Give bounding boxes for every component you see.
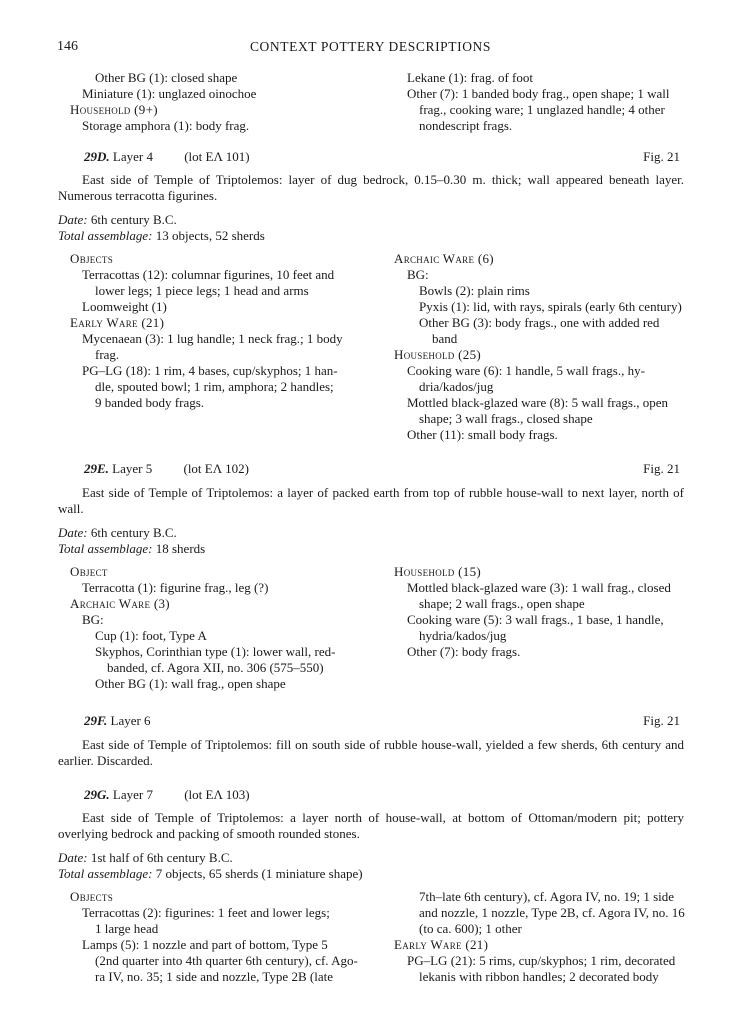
category-heading: Household (25) (394, 347, 481, 362)
context-heading-29g (84, 787, 250, 803)
category-heading: Early Ware (21) (394, 937, 489, 952)
item-line: Mottled black-glazed ware (3): 1 wall frag., closed (407, 580, 671, 595)
item-line: BG: (407, 267, 429, 282)
total-line (58, 228, 265, 244)
item-line: (2nd quarter into 4th quarter 6th century), cf. Ago- (95, 953, 358, 968)
date-value: 6th century B.C. (90, 212, 177, 227)
context-lot: (lot EΛ 102) (183, 461, 249, 476)
total-line (58, 541, 205, 557)
item-line: hydria/kados/jug (419, 628, 507, 643)
category-heading: Objects (70, 251, 113, 266)
item-line: Skyphos, Corinthian type (1): lower wall, red- (95, 644, 336, 659)
context-layer: Layer 5 (112, 461, 153, 476)
context-lot: (lot EΛ 101) (184, 149, 250, 164)
item-line: (to ca. 600); 1 other (419, 921, 522, 936)
item-line: Cup (1): foot, Type A (95, 628, 207, 643)
top-left-line: Storage amphora (1): body frag. (82, 118, 250, 133)
context-heading-29d (84, 149, 250, 165)
context-description: East side of Temple of Triptolemos: layer of dug bedrock, 0.15–0.30 m. thick; wall appeared beneath layer. Numerous terracotta figurines. (58, 172, 684, 203)
item-line: shape; 3 wall frags., closed shape (419, 411, 593, 426)
context-description: East side of Temple of Triptolemos: a layer of packed earth from top of rubble house-wall to next layer, north of wall. (58, 485, 684, 516)
item-line: 1 large head (95, 921, 159, 936)
total-label: Total assemblage: (58, 541, 153, 556)
total-value: 18 sherds (155, 541, 206, 556)
item-line: Other BG (3): body frags., one with added red (419, 315, 660, 330)
item-line: BG: (82, 612, 104, 627)
category-heading: Archaic Ware (6) (394, 251, 494, 266)
context-description: East side of Temple of Triptolemos: a layer north of house-wall, at bottom of Ottoman/modern pit; pottery overlying bedrock and packing of smooth rounded stones. (58, 810, 684, 841)
top-right-line: nondescript frags. (419, 118, 513, 133)
top-left-line: Other BG (1): closed shape (95, 70, 238, 85)
total-line (58, 866, 363, 882)
total-value: 13 objects, 52 sherds (155, 228, 265, 243)
context-number: 29G. (84, 787, 110, 802)
total-label: Total assemblage: (58, 228, 153, 243)
item-line: Terracotta (1): figurine frag., leg (?) (82, 580, 269, 595)
date-line (58, 212, 177, 228)
item-line: lower legs; 1 piece legs; 1 head and arms (95, 283, 309, 298)
item-line: dle, spouted bowl; 1 rim, amphora; 2 handles; (95, 379, 334, 394)
context-layer: Layer 6 (110, 713, 151, 728)
item-line: banded, cf. Agora XII, no. 306 (575–550) (107, 660, 324, 675)
context-number: 29D. (84, 149, 110, 164)
category-heading: Object (70, 564, 108, 579)
item-line: 7th–late 6th century), cf. Agora IV, no. 19; 1 side (419, 889, 675, 904)
item-line: Cooking ware (5): 3 wall frags., 1 base, 1 handle, (407, 612, 664, 627)
category-heading: Early Ware (21) (70, 315, 165, 330)
date-label: Date: (58, 525, 88, 540)
item-line: shape; 2 wall frags., open shape (419, 596, 585, 611)
top-right-line: Other (7): 1 banded body frag., open shape; 1 wall (407, 86, 670, 101)
item-line: Other BG (1): wall frag., open shape (95, 676, 286, 691)
context-number: 29E. (84, 461, 109, 476)
date-line (58, 525, 177, 541)
figure-reference: Fig. 21 (643, 713, 680, 728)
date-value: 1st half of 6th century B.C. (90, 850, 233, 865)
date-value: 6th century B.C. (90, 525, 177, 540)
item-line: band (432, 331, 458, 346)
item-line: Other (7): body frags. (407, 644, 521, 659)
context-heading-29f (84, 713, 151, 729)
item-line: Other (11): small body frags. (407, 427, 558, 442)
item-line: Terracottas (12): columnar figurines, 10 feet and (82, 267, 335, 282)
item-line: and nozzle, 1 nozzle, Type 2B, cf. Agora IV, no. 16 (419, 905, 685, 920)
date-line (58, 850, 233, 866)
date-label: Date: (58, 850, 88, 865)
item-line: Mottled black-glazed ware (8): 5 wall frags., open (407, 395, 668, 410)
item-line: Lamps (5): 1 nozzle and part of bottom, Type 5 (82, 937, 328, 952)
item-line: frag. (95, 347, 120, 362)
figure-reference: Fig. 21 (643, 461, 680, 476)
item-line: Terracottas (2): figurines: 1 feet and lower legs; (82, 905, 330, 920)
item-line: PG–LG (18): 1 rim, 4 bases, cup/skyphos; 1 han- (82, 363, 338, 378)
item-line: lekanis with ribbon handles; 2 decorated body (419, 969, 659, 984)
date-label: Date: (58, 212, 88, 227)
item-line: 9 banded body frags. (95, 395, 205, 410)
page-number: 146 (57, 39, 78, 54)
context-layer: Layer 7 (112, 787, 153, 802)
category-heading: Household (15) (394, 564, 481, 579)
item-line: Cooking ware (6): 1 handle, 5 wall frags., hy- (407, 363, 645, 378)
item-line: Loomweight (1) (82, 299, 167, 314)
top-left-line: Miniature (1): unglazed oinochoe (82, 86, 257, 101)
item-line: dria/kados/jug (419, 379, 494, 394)
top-right-line: Lekane (1): frag. of foot (407, 70, 533, 85)
item-line: ra IV, no. 35; 1 side and nozzle, Type 2B (late (95, 969, 333, 984)
item-line: PG–LG (21): 5 rims, cup/skyphos; 1 rim, decorated (407, 953, 676, 968)
top-right-line: frag., cooking ware; 1 unglazed handle; 4 other (419, 102, 665, 117)
total-value: 7 objects, 65 sherds (1 miniature shape) (155, 866, 363, 881)
category-heading: Household (9+) (70, 102, 158, 117)
category-heading: Archaic Ware (3) (70, 596, 170, 611)
running-head: CONTEXT POTTERY DESCRIPTIONS (249, 39, 492, 54)
item-line: Mycenaean (3): 1 lug handle; 1 neck frag.; 1 body (82, 331, 343, 346)
context-number: 29F. (84, 713, 108, 728)
total-label: Total assemblage: (58, 866, 153, 881)
figure-reference: Fig. 21 (643, 149, 680, 164)
category-heading: Objects (70, 889, 113, 904)
item-line: Pyxis (1): lid, with rays, spirals (early 6th century) (419, 299, 682, 314)
context-lot: (lot EΛ 103) (184, 787, 250, 802)
context-description: East side of Temple of Triptolemos: fill on south side of rubble house-wall, yielded a few sherds, 6th century and earlier. Discarded. (58, 737, 684, 768)
context-heading-29e (84, 461, 249, 477)
context-layer: Layer 4 (112, 149, 153, 164)
item-line: Bowls (2): plain rims (419, 283, 530, 298)
